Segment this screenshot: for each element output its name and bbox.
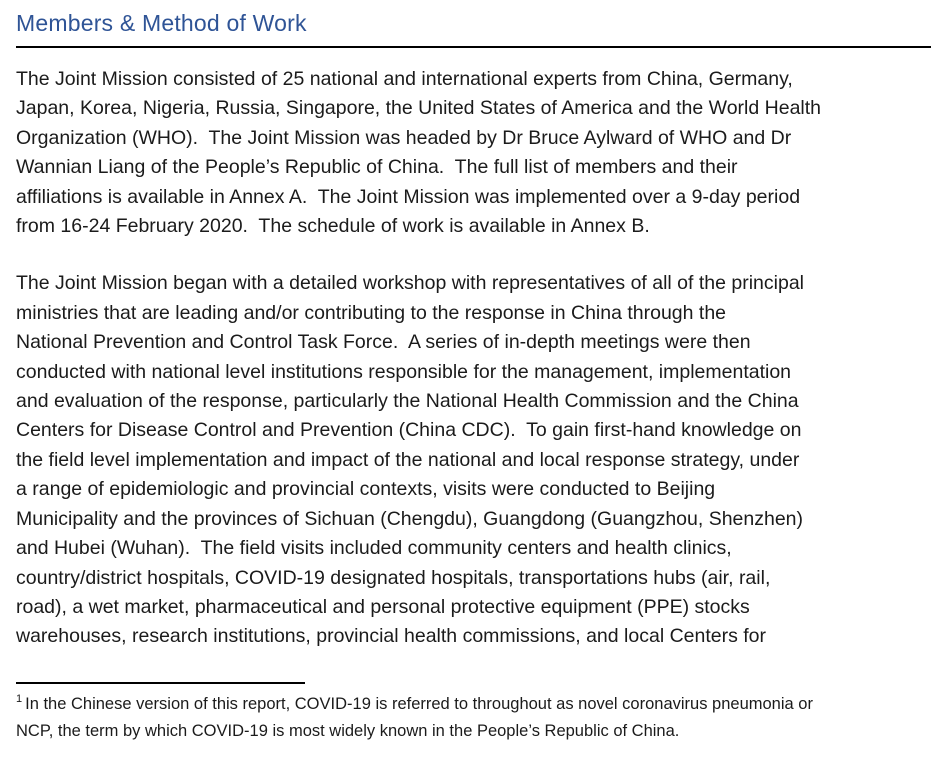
text-line: Municipality and the provinces of Sichuan (Chengdu), Guangdong (Guangzhou, Shenzhen) [16,507,804,530]
footnote-text-2: NCP, the term by which COVID-19 is most widely known in the People’s Republic of China. [16,721,680,740]
footnote-separator-rule [16,682,305,684]
heading-divider-rule [16,46,931,48]
text-line: Japan, Korea, Nigeria, Russia, Singapore, the United States of America and the World Health [16,97,822,120]
text-line: affiliations is available in Annex A. The Joint Mission was implemented over a 9-day period [16,185,801,208]
text-line: road), a wet market, pharmaceutical and personal protective equipment (PPE) stocks [16,595,750,618]
footnote-line-2 [16,718,933,745]
text-line: and Hubei (Wuhan). The field visits included community centers and health clinics, [16,537,732,560]
text-line: conducted with national level institutions responsible for the management, implementation [16,360,792,383]
section-heading: Members & Method of Work [16,10,307,36]
text-line: the field level implementation and impact of the national and local response strategy, under [16,448,800,471]
text-line: a range of epidemiologic and provincial contexts, visits were conducted to Beijing [16,478,716,501]
text-line: The Joint Mission consisted of 25 national and international experts from China, Germany, [16,68,793,90]
text-line: Organization (WHO). The Joint Mission was headed by Dr Bruce Aylward of WHO and Dr [16,126,792,149]
footnote-line-1 [16,691,933,718]
text-line: Centers for Disease Control and Prevention (China CDC). To gain first-hand knowledge on [16,419,802,442]
text-line: country/district hospitals, COVID-19 designated hospitals, transportations hubs (air, rail, [16,566,771,589]
text-line: The Joint Mission began with a detailed workshop with representatives of all of the principal [16,272,805,295]
text-line: National Prevention and Control Task Force. A series of in-depth meetings were then [16,331,751,354]
footnote [16,691,933,745]
text-line: and evaluation of the response, particularly the National Health Commission and the China [16,390,799,413]
footnote-text-1: In the Chinese version of this report, COVID-19 is referred to throughout as novel coronavirus pneumonia or [25,694,813,713]
text-line: from 16-24 February 2020. The schedule of work is available in Annex B. [16,215,650,238]
text-line: warehouses, research institutions, provincial health commissions, and local Centers for [16,625,767,648]
paragraph-method-of-work [16,269,933,651]
text-line: ministries that are leading and/or contributing to the response in China through the [16,301,727,324]
text-line: Wannian Liang of the People’s Republic of China. The full list of members and their [16,156,738,179]
paragraph-members [16,65,933,241]
footnote-marker: 1 [16,693,23,706]
